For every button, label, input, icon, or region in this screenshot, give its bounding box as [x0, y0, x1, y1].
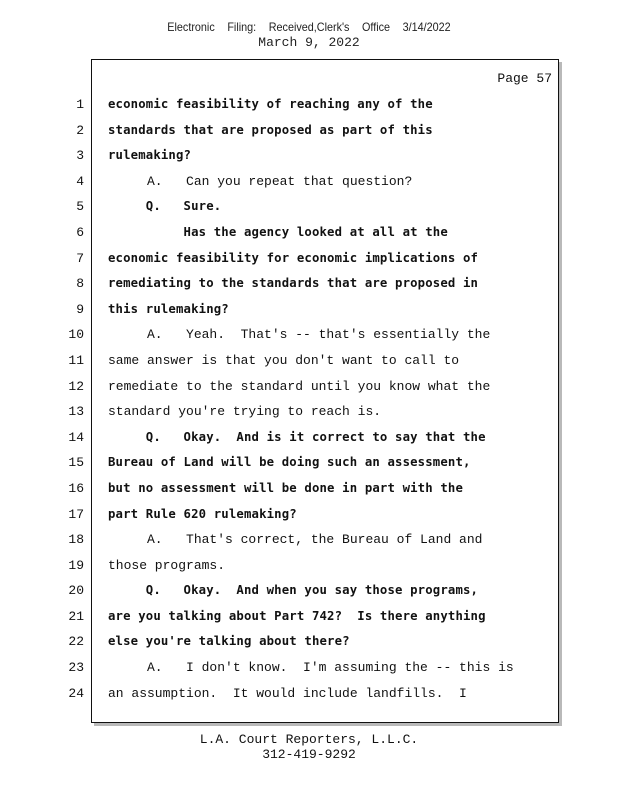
question-line: but no assessment will be done in part with the [108, 480, 464, 495]
line-number: 21 [68, 608, 84, 624]
answer-line: same answer is that you don't want to call to [108, 352, 460, 368]
line-number: 17 [68, 506, 84, 522]
page-number: Page 57 [497, 71, 552, 86]
reporter-footer [0, 732, 618, 762]
answer-line: A. Can you repeat that question? [108, 173, 413, 189]
question-line: Q. Sure. [108, 199, 222, 214]
line-number: 5 [76, 199, 84, 215]
question-line: this rulemaking? [108, 301, 229, 316]
reporter-phone: 312-419-9292 [262, 747, 356, 762]
line-number: 11 [68, 352, 84, 368]
line-number: 7 [76, 250, 84, 266]
question-line: economic feasibility for economic implications of [108, 250, 479, 265]
line-number: 14 [68, 429, 84, 445]
line-number: 19 [68, 557, 84, 573]
line-number: 18 [68, 532, 84, 548]
line-number: 6 [76, 224, 84, 240]
question-line: Q. Okay. And when you say those programs, [108, 583, 479, 598]
filing-word-4: Office [362, 20, 391, 34]
line-number: 16 [68, 480, 84, 496]
question-line: Bureau of Land will be doing such an assessment, [108, 455, 471, 470]
answer-line: A. That's correct, the Bureau of Land and [108, 532, 483, 548]
transcript-text [108, 92, 548, 706]
line-number: 9 [76, 301, 84, 317]
filing-word-3: Received,Clerk's [268, 20, 350, 34]
reporter-company: L.A. Court Reporters, L.L.C. [199, 732, 419, 747]
line-number: 20 [68, 583, 84, 599]
answer-line: an assumption. It would include landfills. I [108, 685, 467, 701]
line-number: 8 [76, 276, 84, 292]
answer-line: standard you're trying to reach is. [108, 404, 382, 420]
transcript-date: March 9, 2022 [258, 35, 360, 50]
line-number: 1 [76, 97, 84, 112]
line-number: 24 [68, 685, 84, 701]
question-line: are you talking about Part 742? Is there anything [108, 608, 486, 623]
question-line: else you're talking about there? [108, 634, 350, 649]
question-line: part Rule 620 rulemaking? [108, 506, 297, 521]
filing-word-5: 3/14/2022 [402, 20, 451, 34]
line-number: 4 [76, 173, 84, 189]
filing-stamp [31, 20, 587, 34]
line-number: 13 [68, 404, 84, 420]
question-line: Q. Okay. And is it correct to say that the [108, 429, 486, 444]
filing-word-2: Filing: [227, 20, 257, 34]
answer-line: those programs. [108, 557, 226, 573]
answer-line: A. Yeah. That's -- that's essentially the [108, 327, 491, 343]
line-number-column [62, 92, 84, 706]
line-number: 15 [68, 455, 84, 471]
answer-line: A. I don't know. I'm assuming the -- this is [108, 660, 514, 676]
line-number: 12 [68, 378, 84, 394]
answer-line: remediate to the standard until you know what the [108, 378, 491, 394]
line-number: 3 [76, 148, 84, 164]
question-line: standards that are proposed as part of this [108, 122, 433, 137]
line-number: 10 [68, 327, 84, 343]
line-number: 22 [68, 634, 84, 650]
question-line: rulemaking? [108, 148, 192, 163]
question-line: remediating to the standards that are proposed in [108, 276, 479, 291]
question-line: Has the agency looked at all at the [108, 224, 448, 239]
question-line: economic feasibility of reaching any of the [108, 97, 433, 111]
line-number: 23 [68, 660, 84, 676]
filing-word-1: Electronic [167, 20, 215, 34]
line-number: 2 [76, 122, 84, 138]
